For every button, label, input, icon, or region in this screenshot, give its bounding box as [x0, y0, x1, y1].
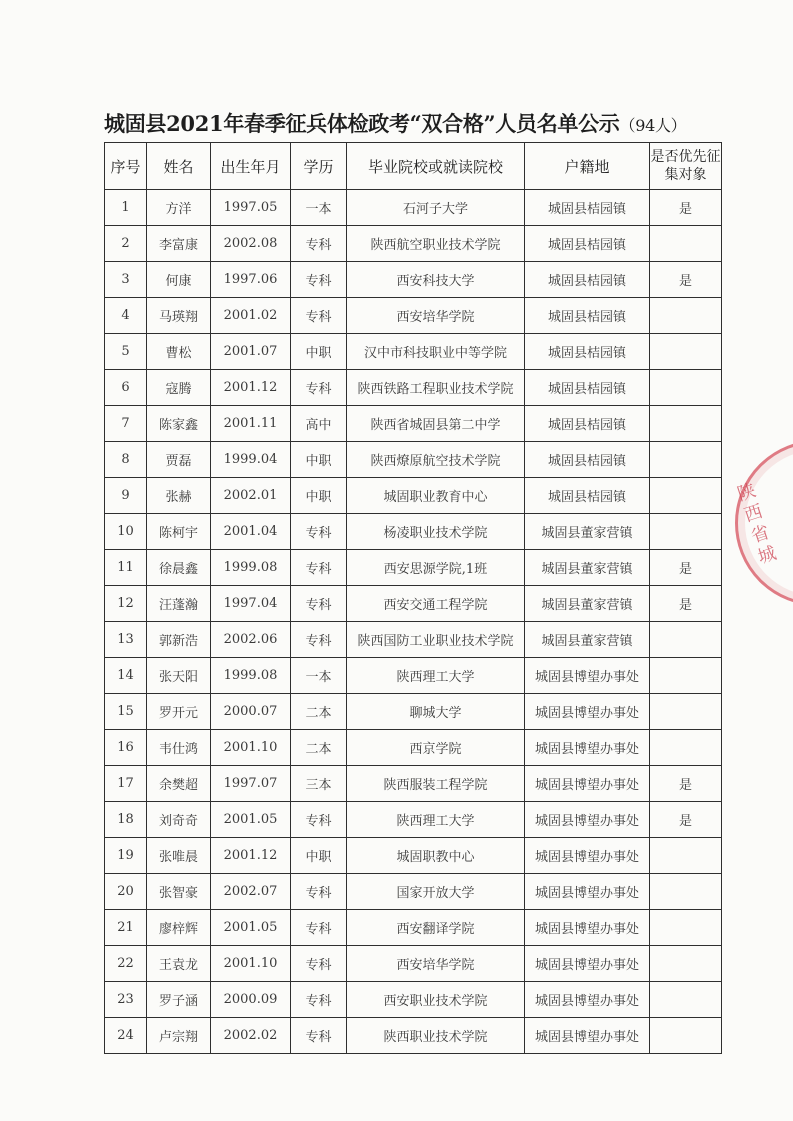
header-birth: 出生年月: [211, 143, 291, 190]
cell-name: 汪蓬瀚: [147, 586, 211, 622]
cell-seq: 14: [105, 658, 147, 694]
table-row: [105, 370, 722, 406]
cell-school: 陕西省城固县第二中学: [347, 406, 525, 442]
cell-birth: 1997.07: [211, 766, 291, 802]
table-row: [105, 478, 722, 514]
cell-name: 廖梓辉: [147, 910, 211, 946]
cell-hukou: 城固县董家营镇: [525, 622, 650, 658]
cell-education: 一本: [291, 658, 347, 694]
cell-hukou: 城固县桔园镇: [525, 262, 650, 298]
cell-school: 陕西理工大学: [347, 658, 525, 694]
cell-education: 专科: [291, 262, 347, 298]
official-seal-text: 陕西省城: [734, 479, 779, 569]
cell-name: 郭新浩: [147, 622, 211, 658]
header-row: [105, 143, 722, 190]
cell-seq: 2: [105, 226, 147, 262]
cell-name: 张唯晨: [147, 838, 211, 874]
cell-priority: [650, 334, 722, 370]
cell-seq: 20: [105, 874, 147, 910]
cell-birth: 2001.11: [211, 406, 291, 442]
cell-seq: 8: [105, 442, 147, 478]
table-row: [105, 190, 722, 226]
table-row: [105, 334, 722, 370]
cell-priority: 是: [650, 802, 722, 838]
cell-priority: [650, 442, 722, 478]
cell-priority: 是: [650, 586, 722, 622]
table-row: [105, 550, 722, 586]
table-row: [105, 1018, 722, 1054]
table-row: [105, 802, 722, 838]
cell-seq: 24: [105, 1018, 147, 1054]
cell-birth: 2002.08: [211, 226, 291, 262]
table-row: [105, 874, 722, 910]
cell-school: 杨凌职业技术学院: [347, 514, 525, 550]
cell-name: 马瑛翔: [147, 298, 211, 334]
cell-name: 罗子涵: [147, 982, 211, 1018]
table-row: [105, 262, 722, 298]
cell-education: 专科: [291, 586, 347, 622]
cell-birth: 1997.04: [211, 586, 291, 622]
cell-school: 西安交通工程学院: [347, 586, 525, 622]
table-row: [105, 946, 722, 982]
cell-name: 余樊超: [147, 766, 211, 802]
cell-birth: 2001.10: [211, 946, 291, 982]
cell-school: 陕西国防工业职业技术学院: [347, 622, 525, 658]
cell-name: 方洋: [147, 190, 211, 226]
table-row: [105, 442, 722, 478]
cell-name: 罗开元: [147, 694, 211, 730]
cell-hukou: 城固县博望办事处: [525, 910, 650, 946]
cell-school: 陕西航空职业技术学院: [347, 226, 525, 262]
cell-name: 陈柯宇: [147, 514, 211, 550]
cell-seq: 3: [105, 262, 147, 298]
cell-seq: 9: [105, 478, 147, 514]
cell-school: 国家开放大学: [347, 874, 525, 910]
header-seq: 序号: [105, 143, 147, 190]
cell-name: 张智豪: [147, 874, 211, 910]
cell-name: 寇腾: [147, 370, 211, 406]
cell-seq: 13: [105, 622, 147, 658]
cell-priority: [650, 622, 722, 658]
table-row: [105, 838, 722, 874]
cell-education: 专科: [291, 982, 347, 1018]
cell-seq: 23: [105, 982, 147, 1018]
title-count: （94人）: [619, 116, 687, 135]
cell-name: 贾磊: [147, 442, 211, 478]
cell-priority: 是: [650, 190, 722, 226]
table-row: [105, 586, 722, 622]
cell-education: 一本: [291, 190, 347, 226]
cell-education: 专科: [291, 622, 347, 658]
cell-priority: [650, 658, 722, 694]
cell-seq: 7: [105, 406, 147, 442]
cell-school: 城固职教中心: [347, 838, 525, 874]
cell-education: 专科: [291, 298, 347, 334]
cell-hukou: 城固县博望办事处: [525, 946, 650, 982]
cell-seq: 17: [105, 766, 147, 802]
cell-birth: 2001.12: [211, 838, 291, 874]
header-name: 姓名: [147, 143, 211, 190]
cell-school: 西安思源学院,1班: [347, 550, 525, 586]
cell-birth: 1997.06: [211, 262, 291, 298]
header-hukou: 户籍地: [525, 143, 650, 190]
table-row: [105, 622, 722, 658]
cell-education: 中职: [291, 478, 347, 514]
cell-priority: [650, 1018, 722, 1054]
cell-hukou: 城固县桔园镇: [525, 370, 650, 406]
cell-priority: [650, 874, 722, 910]
header-school: 毕业院校或就读院校: [347, 143, 525, 190]
cell-seq: 5: [105, 334, 147, 370]
cell-seq: 10: [105, 514, 147, 550]
cell-education: 专科: [291, 226, 347, 262]
cell-name: 卢宗翔: [147, 1018, 211, 1054]
cell-school: 城固职业教育中心: [347, 478, 525, 514]
cell-priority: 是: [650, 766, 722, 802]
cell-school: 西京学院: [347, 730, 525, 766]
cell-education: 专科: [291, 802, 347, 838]
cell-name: 张天阳: [147, 658, 211, 694]
cell-name: 张赫: [147, 478, 211, 514]
cell-hukou: 城固县董家营镇: [525, 586, 650, 622]
cell-hukou: 城固县桔园镇: [525, 190, 650, 226]
cell-name: 李富康: [147, 226, 211, 262]
cell-school: 汉中市科技职业中等学院: [347, 334, 525, 370]
cell-priority: [650, 946, 722, 982]
cell-birth: 2001.07: [211, 334, 291, 370]
cell-seq: 12: [105, 586, 147, 622]
cell-priority: [650, 406, 722, 442]
cell-hukou: 城固县桔园镇: [525, 298, 650, 334]
cell-education: 中职: [291, 838, 347, 874]
cell-seq: 22: [105, 946, 147, 982]
cell-education: 中职: [291, 334, 347, 370]
cell-priority: [650, 370, 722, 406]
cell-education: 专科: [291, 550, 347, 586]
cell-priority: [650, 226, 722, 262]
cell-priority: [650, 730, 722, 766]
cell-hukou: 城固县博望办事处: [525, 694, 650, 730]
cell-education: 二本: [291, 730, 347, 766]
cell-seq: 11: [105, 550, 147, 586]
cell-seq: 16: [105, 730, 147, 766]
cell-priority: [650, 910, 722, 946]
cell-birth: 2000.09: [211, 982, 291, 1018]
cell-priority: [650, 838, 722, 874]
table-row: [105, 298, 722, 334]
cell-seq: 6: [105, 370, 147, 406]
cell-seq: 18: [105, 802, 147, 838]
cell-birth: 2002.01: [211, 478, 291, 514]
cell-birth: 2002.06: [211, 622, 291, 658]
cell-education: 专科: [291, 1018, 347, 1054]
cell-hukou: 城固县桔园镇: [525, 226, 650, 262]
page-title: [104, 108, 784, 138]
cell-school: 石河子大学: [347, 190, 525, 226]
cell-name: 刘奇奇: [147, 802, 211, 838]
cell-hukou: 城固县桔园镇: [525, 334, 650, 370]
cell-birth: 2001.04: [211, 514, 291, 550]
cell-school: 西安职业技术学院: [347, 982, 525, 1018]
cell-seq: 4: [105, 298, 147, 334]
cell-education: 二本: [291, 694, 347, 730]
cell-school: 西安培华学院: [347, 946, 525, 982]
cell-education: 高中: [291, 406, 347, 442]
cell-seq: 1: [105, 190, 147, 226]
cell-education: 专科: [291, 514, 347, 550]
cell-school: 陕西燎原航空技术学院: [347, 442, 525, 478]
cell-hukou: 城固县博望办事处: [525, 730, 650, 766]
table-row: [105, 694, 722, 730]
roster-body: [105, 190, 722, 1054]
cell-education: 专科: [291, 946, 347, 982]
cell-name: 徐晨鑫: [147, 550, 211, 586]
table-row: [105, 910, 722, 946]
table-row: [105, 982, 722, 1018]
table-row: [105, 730, 722, 766]
cell-education: 专科: [291, 874, 347, 910]
cell-priority: [650, 982, 722, 1018]
cell-birth: 2001.05: [211, 802, 291, 838]
cell-birth: 2002.02: [211, 1018, 291, 1054]
cell-priority: [650, 478, 722, 514]
table-row: [105, 766, 722, 802]
table-row: [105, 658, 722, 694]
cell-name: 陈家鑫: [147, 406, 211, 442]
cell-priority: 是: [650, 262, 722, 298]
cell-hukou: 城固县博望办事处: [525, 658, 650, 694]
cell-school: 陕西服装工程学院: [347, 766, 525, 802]
cell-school: 西安科技大学: [347, 262, 525, 298]
cell-education: 专科: [291, 910, 347, 946]
cell-school: 陕西理工大学: [347, 802, 525, 838]
cell-seq: 19: [105, 838, 147, 874]
cell-hukou: 城固县董家营镇: [525, 514, 650, 550]
cell-education: 中职: [291, 442, 347, 478]
cell-birth: 1999.08: [211, 550, 291, 586]
cell-name: 何康: [147, 262, 211, 298]
cell-hukou: 城固县博望办事处: [525, 874, 650, 910]
table-row: [105, 406, 722, 442]
cell-birth: 2000.07: [211, 694, 291, 730]
cell-priority: [650, 694, 722, 730]
cell-school: 陕西职业技术学院: [347, 1018, 525, 1054]
table-row: [105, 226, 722, 262]
cell-birth: 2001.10: [211, 730, 291, 766]
cell-hukou: 城固县博望办事处: [525, 982, 650, 1018]
cell-priority: 是: [650, 550, 722, 586]
header-priority: 是否优先征集对象: [650, 143, 722, 190]
cell-birth: 2002.07: [211, 874, 291, 910]
cell-hukou: 城固县董家营镇: [525, 550, 650, 586]
cell-name: 曹松: [147, 334, 211, 370]
cell-birth: 1997.05: [211, 190, 291, 226]
header-education: 学历: [291, 143, 347, 190]
title-text: 城固县2021年春季征兵体检政考“双合格”人员名单公示: [104, 111, 620, 136]
cell-school: 陕西铁路工程职业技术学院: [347, 370, 525, 406]
cell-school: 西安翻译学院: [347, 910, 525, 946]
cell-birth: 2001.12: [211, 370, 291, 406]
cell-education: 专科: [291, 370, 347, 406]
cell-priority: [650, 514, 722, 550]
cell-school: 聊城大学: [347, 694, 525, 730]
cell-seq: 21: [105, 910, 147, 946]
cell-birth: 2001.02: [211, 298, 291, 334]
cell-priority: [650, 298, 722, 334]
cell-hukou: 城固县博望办事处: [525, 838, 650, 874]
cell-education: 三本: [291, 766, 347, 802]
cell-seq: 15: [105, 694, 147, 730]
cell-hukou: 城固县博望办事处: [525, 1018, 650, 1054]
cell-birth: 2001.05: [211, 910, 291, 946]
cell-hukou: 城固县桔园镇: [525, 478, 650, 514]
cell-birth: 1999.08: [211, 658, 291, 694]
cell-hukou: 城固县桔园镇: [525, 442, 650, 478]
table-row: [105, 514, 722, 550]
cell-birth: 1999.04: [211, 442, 291, 478]
cell-name: 韦仕鸿: [147, 730, 211, 766]
cell-name: 王袁龙: [147, 946, 211, 982]
cell-hukou: 城固县博望办事处: [525, 802, 650, 838]
cell-hukou: 城固县博望办事处: [525, 766, 650, 802]
cell-hukou: 城固县桔园镇: [525, 406, 650, 442]
roster-table: [104, 142, 722, 1054]
cell-school: 西安培华学院: [347, 298, 525, 334]
